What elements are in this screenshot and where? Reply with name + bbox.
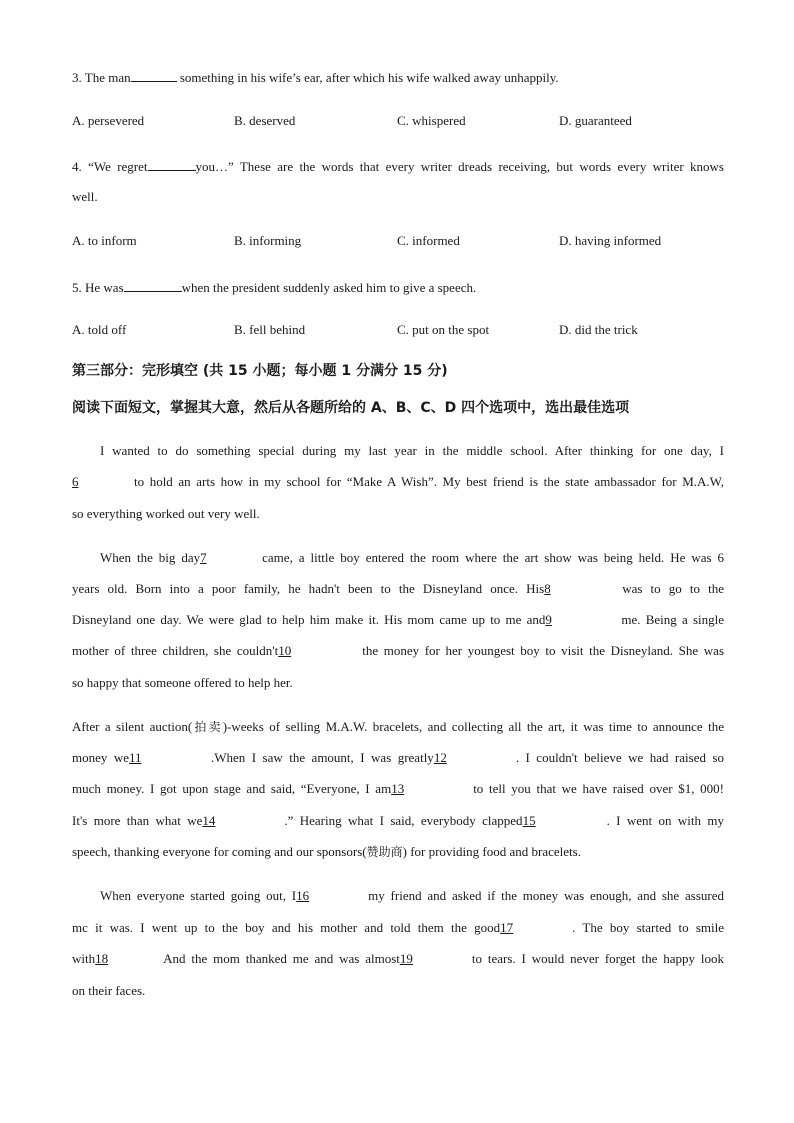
question-3-stem-start: 3. The man (72, 70, 131, 85)
question-5-stem (72, 278, 476, 296)
question-5-stem-start: 5. He was (72, 280, 124, 295)
passage-text: to hold an arts how in my school for “Make A Wish”. My best friend is the state ambassador for M.A.W, (134, 474, 724, 489)
question-4-stem-continued: well. (72, 189, 98, 204)
passage-text: the money for her youngest boy to visit the Disneyland. She was (362, 643, 725, 658)
passage-text: ) for providing food and bracelets. (402, 844, 581, 859)
option-b: B. informing (234, 233, 302, 248)
passage-text: After a silent auction( (72, 719, 193, 734)
blank-17: 17 (500, 920, 514, 935)
option-d: D. guaranteed (559, 113, 632, 128)
question-3-stem-end: something in his wife’s ear, after which his wife walked away unhappily. (176, 70, 559, 85)
answer-blank (148, 157, 196, 171)
passage-text: Disneyland one day. We were glad to help him make it. His mom came up to me and (72, 612, 546, 627)
option-b: B. fell behind (234, 322, 306, 337)
option-a: A. told off (72, 322, 127, 337)
passage-chinese-gloss: 赞助商 (366, 845, 403, 859)
passage-p2-line-3 (72, 612, 724, 628)
option-a: A. persevered (72, 113, 145, 128)
blank-16: 16 (296, 888, 310, 903)
passage-text: me. Being a single (621, 612, 724, 627)
passage-text: with (72, 951, 96, 966)
passage-p2-line-2 (72, 581, 724, 597)
passage-chinese-gloss: 拍卖 (192, 720, 223, 734)
passage-text: )-weeks of selling M.A.W. bracelets, and collecting all the art, it was time to announce the (222, 719, 724, 734)
passage-p1-line-2 (72, 474, 724, 490)
option-c: C. put on the spot (397, 322, 490, 337)
passage-p4-line-2 (72, 920, 724, 936)
answer-blank (131, 68, 177, 82)
passage-text: . The boy started to smile (572, 920, 724, 935)
question-4-stem (72, 157, 724, 175)
passage-p4-line-3 (72, 951, 724, 967)
passage-p4-line-4: on their faces. (72, 983, 146, 998)
passage-p4-line-1 (72, 888, 724, 904)
passage-p2-line-4 (72, 643, 724, 659)
passage-p3-line-4 (72, 813, 724, 829)
blank-7: 7 (200, 550, 207, 565)
passage-p3-line-1 (72, 719, 724, 735)
passage-text: came, a little boy entered the room where the art show was being held. He was 6 (262, 550, 724, 565)
blank-8: 8 (544, 581, 551, 596)
passage-p3-line-2 (72, 750, 724, 766)
question-5-stem-end: when the president suddenly asked him to give a speech. (181, 280, 477, 295)
passage-text: It's more than what we (72, 813, 203, 828)
blank-15: 15 (522, 813, 536, 828)
passage-p1-line-3: so everything worked out very well. (72, 506, 260, 521)
passage-text: to tears. I would never forget the happy look (471, 951, 725, 966)
passage-text: to tell you that we have raised over $1, 000! (473, 781, 724, 796)
option-c: C. informed (397, 233, 460, 248)
passage-text: . I couldn't believe we had raised so (515, 750, 724, 765)
question-5-options (72, 322, 724, 338)
passage-text: When everyone started going out, I (100, 888, 297, 903)
passage-text: When the big day (100, 550, 201, 565)
passage-p2-line-5: so happy that someone offered to help her. (72, 675, 293, 690)
passage-text: my friend and asked if the money was enough, and she assured (368, 888, 724, 903)
blank-19: 19 (399, 951, 413, 966)
passage-p2-line-1 (72, 550, 724, 566)
blank-13: 13 (391, 781, 405, 796)
blank-10: 10 (278, 643, 292, 658)
passage-text: money we (72, 750, 129, 765)
passage-text: years old. Born into a poor family, he hadn't been to the Disneyland once. His (72, 581, 545, 596)
passage-text: was to go to the (622, 581, 724, 596)
passage-text: much money. I got upon stage and said, “Everyone, I am (72, 781, 392, 796)
question-3-options (72, 113, 724, 129)
passage-text: mc it was. I went up to the boy and his mother and told them the good (72, 920, 501, 935)
passage-text: .” Hearing what I said, everybody clapped (284, 813, 523, 828)
option-a: A. to inform (72, 233, 137, 248)
answer-blank (124, 278, 182, 292)
passage-text: . I went on with my (606, 813, 724, 828)
blank-12: 12 (433, 750, 447, 765)
option-d: D. having informed (559, 233, 662, 248)
question-4-stem-start: 4. “We regret (72, 159, 148, 174)
passage-p1-line-1: I wanted to do something special during my last year in the middle school. After thinking for one day, I (100, 443, 724, 458)
blank-14: 14 (202, 813, 216, 828)
question-3-stem (72, 68, 559, 86)
question-4-stem-end: you…” These are the words that every writer dreads receiving, but words every writer knows (195, 159, 724, 174)
option-b: B. deserved (234, 113, 296, 128)
blank-6: 6 (72, 474, 79, 489)
section-title: 第三部分：完形填空 (共 15 小题；每小题 1 分满分 15 分) (72, 363, 448, 379)
passage-text: speech, thanking everyone for coming and our sponsors( (72, 844, 367, 859)
passage-p3-line-3 (72, 781, 724, 797)
passage-text: And the mom thanked me and was almost (163, 951, 400, 966)
passage-p3-line-5 (72, 844, 581, 860)
question-4-options (72, 233, 724, 249)
blank-11: 11 (129, 750, 142, 765)
section-instruction: 阅读下面短文，掌握其大意，然后从各题所给的 A、B、C、D 四个选项中，选出最佳选项 (72, 400, 630, 416)
blank-18: 18 (95, 951, 109, 966)
passage-text: .When I saw the amount, I was greatly (211, 750, 434, 765)
blank-9: 9 (545, 612, 552, 627)
option-c: C. whispered (397, 113, 466, 128)
passage-text: mother of three children, she couldn't (72, 643, 279, 658)
option-d: D. did the trick (559, 322, 638, 337)
